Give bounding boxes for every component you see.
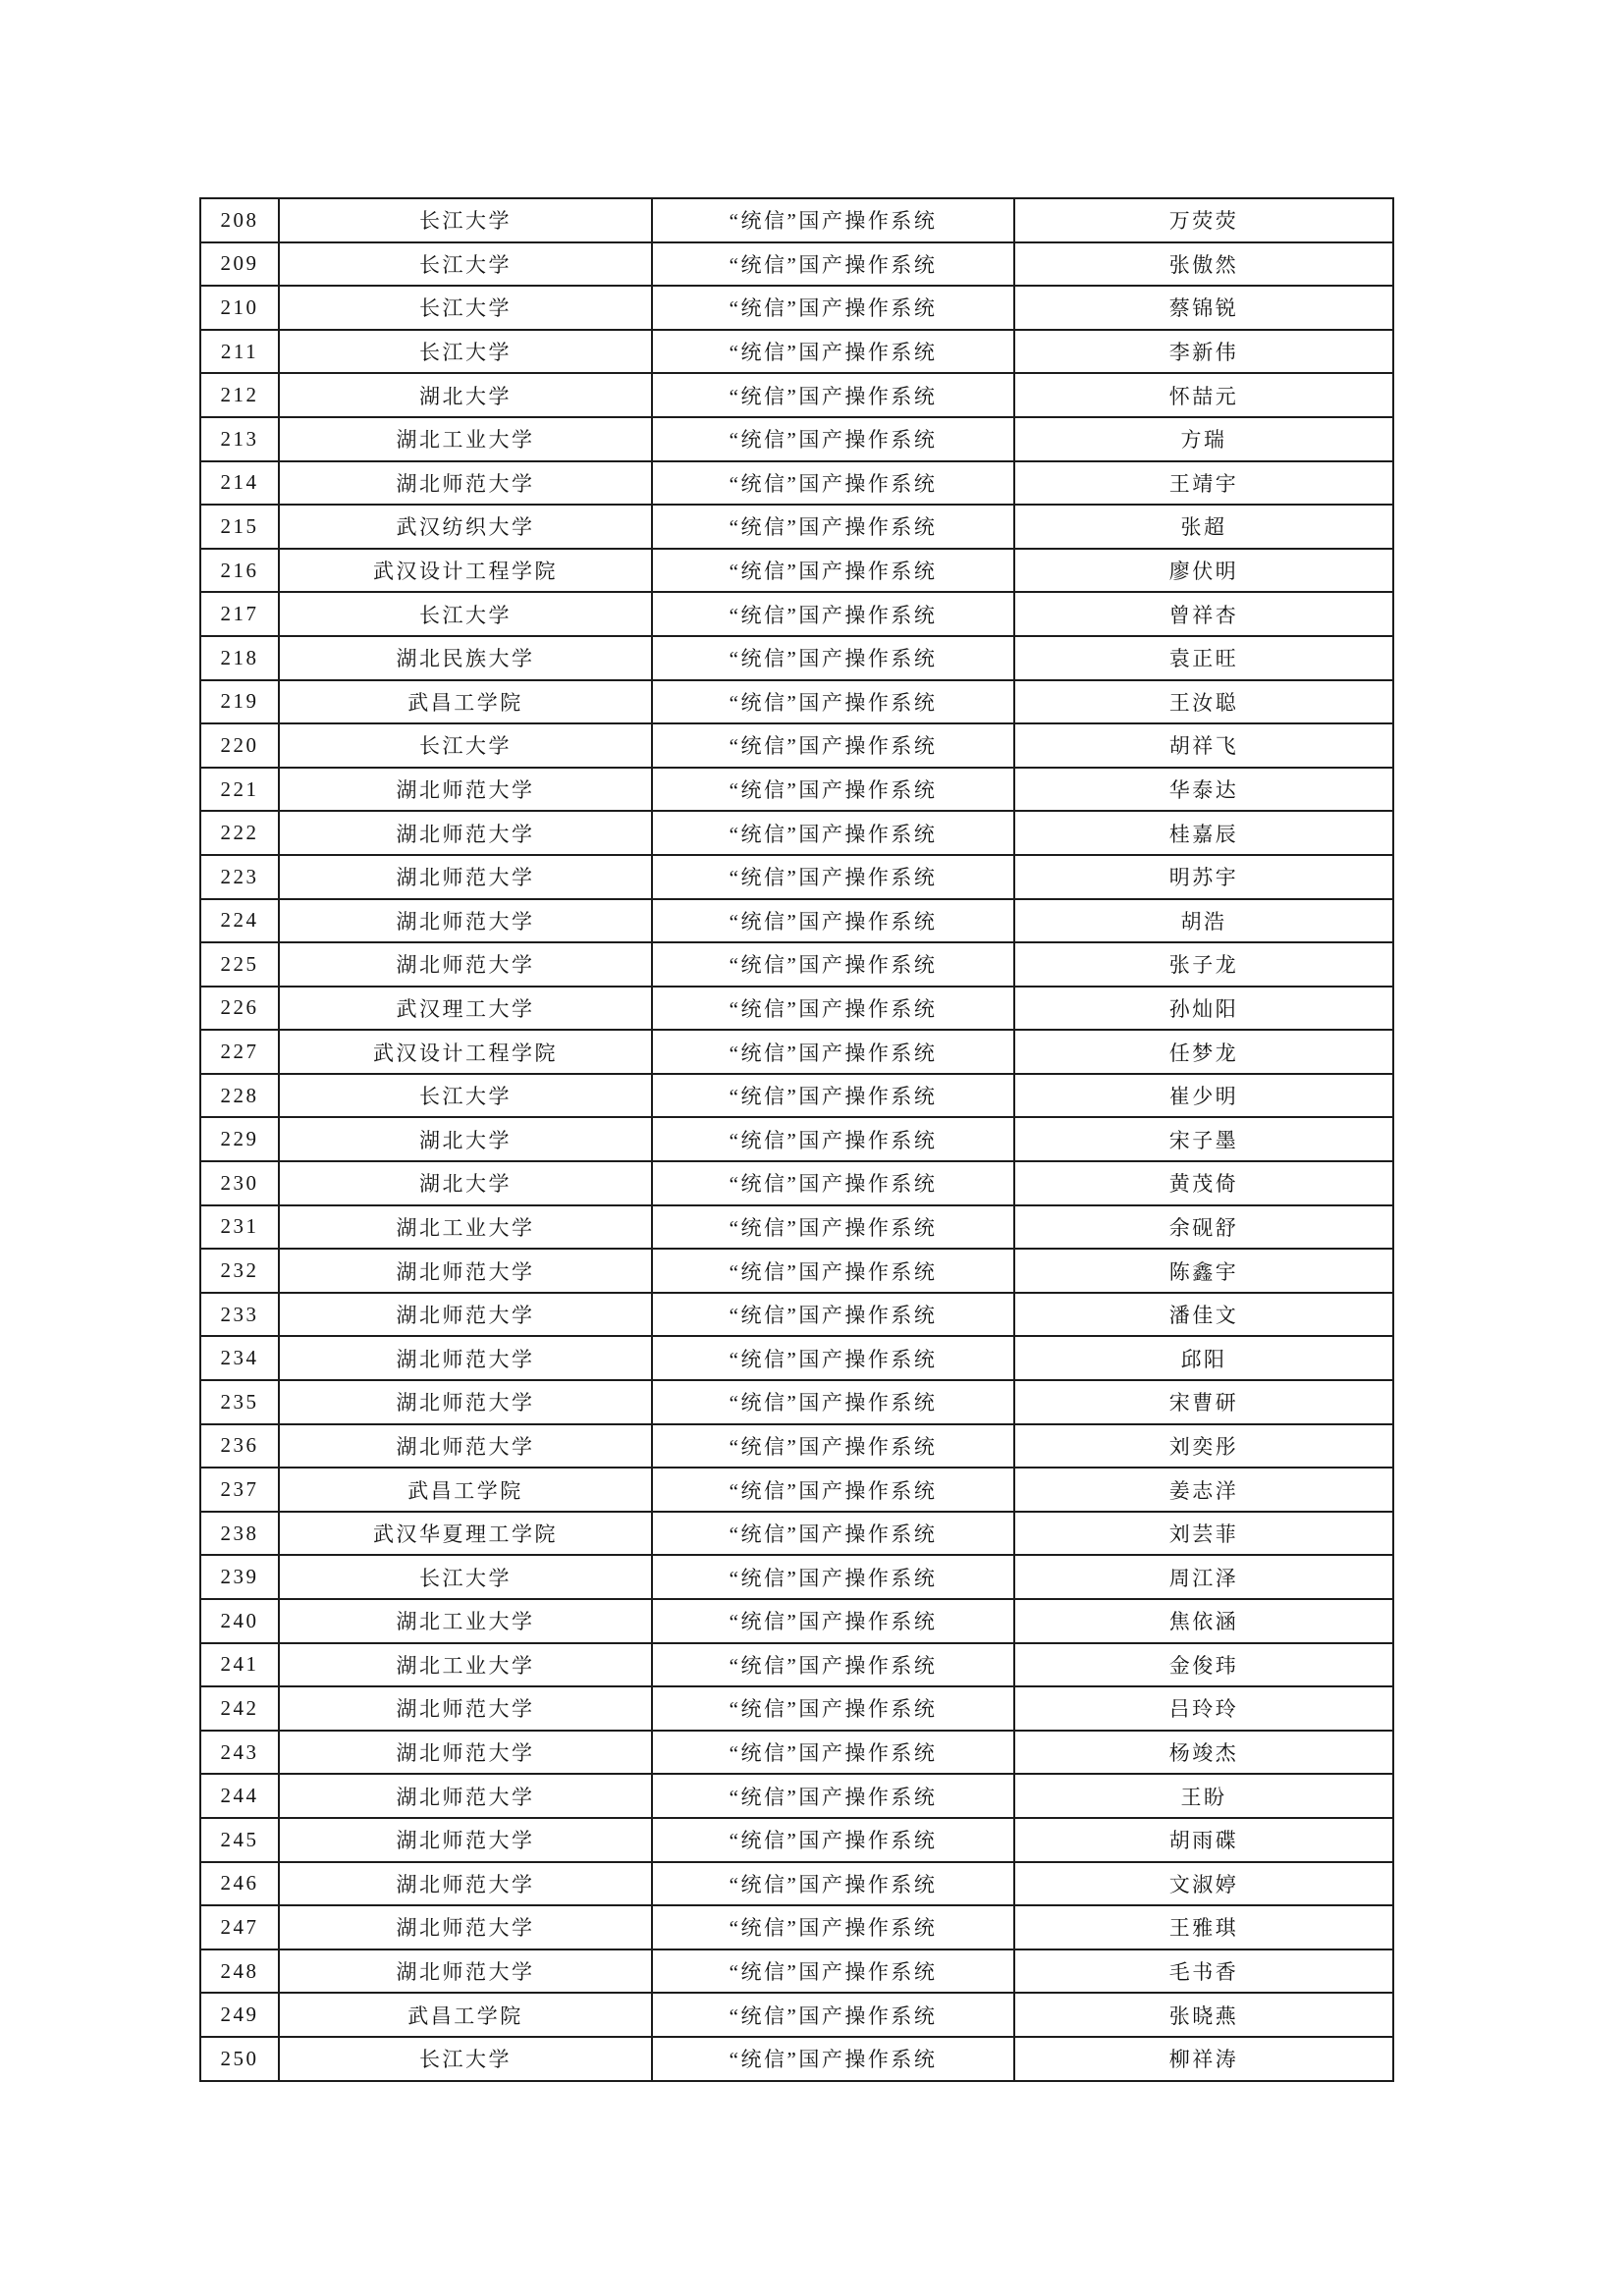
cell-row-number: 228 bbox=[200, 1074, 279, 1118]
cell-row-number: 241 bbox=[200, 1643, 279, 1687]
cell-university: 武昌工学院 bbox=[279, 1468, 652, 1512]
cell-university: 湖北师范大学 bbox=[279, 1949, 652, 1994]
cell-course: “统信”国产操作系统 bbox=[652, 987, 1014, 1031]
table-row bbox=[200, 330, 1393, 374]
cell-course: “统信”国产操作系统 bbox=[652, 855, 1014, 899]
cell-person-name: 崔少明 bbox=[1014, 1074, 1393, 1118]
cell-course: “统信”国产操作系统 bbox=[652, 2037, 1014, 2081]
cell-course: “统信”国产操作系统 bbox=[652, 417, 1014, 461]
cell-university: 湖北师范大学 bbox=[279, 1336, 652, 1380]
cell-person-name: 周江泽 bbox=[1014, 1555, 1393, 1599]
cell-course: “统信”国产操作系统 bbox=[652, 1862, 1014, 1906]
table-row bbox=[200, 2037, 1393, 2081]
cell-row-number: 211 bbox=[200, 330, 279, 374]
cell-university: 湖北师范大学 bbox=[279, 1731, 652, 1775]
table-row bbox=[200, 1731, 1393, 1775]
cell-university: 武汉设计工程学院 bbox=[279, 1030, 652, 1074]
cell-university: 武昌工学院 bbox=[279, 1993, 652, 2037]
table-row bbox=[200, 1555, 1393, 1599]
cell-person-name: 毛书香 bbox=[1014, 1949, 1393, 1994]
cell-university: 长江大学 bbox=[279, 723, 652, 768]
table-row bbox=[200, 1293, 1393, 1337]
cell-course: “统信”国产操作系统 bbox=[652, 1336, 1014, 1380]
cell-row-number: 214 bbox=[200, 461, 279, 506]
cell-course: “统信”国产操作系统 bbox=[652, 1380, 1014, 1424]
cell-row-number: 212 bbox=[200, 373, 279, 417]
cell-person-name: 任梦龙 bbox=[1014, 1030, 1393, 1074]
cell-course: “统信”国产操作系统 bbox=[652, 549, 1014, 593]
table-row bbox=[200, 1336, 1393, 1380]
cell-row-number: 237 bbox=[200, 1468, 279, 1512]
cell-person-name: 蔡锦锐 bbox=[1014, 286, 1393, 330]
cell-person-name: 焦依涵 bbox=[1014, 1599, 1393, 1643]
cell-person-name: 张傲然 bbox=[1014, 242, 1393, 287]
cell-course: “统信”国产操作系统 bbox=[652, 1599, 1014, 1643]
cell-person-name: 张晓燕 bbox=[1014, 1993, 1393, 2037]
table-row bbox=[200, 373, 1393, 417]
table-row bbox=[200, 1074, 1393, 1118]
cell-row-number: 236 bbox=[200, 1424, 279, 1468]
cell-row-number: 215 bbox=[200, 505, 279, 549]
cell-course: “统信”国产操作系统 bbox=[652, 198, 1014, 242]
cell-row-number: 209 bbox=[200, 242, 279, 287]
cell-row-number: 226 bbox=[200, 987, 279, 1031]
cell-course: “统信”国产操作系统 bbox=[652, 1731, 1014, 1775]
cell-row-number: 219 bbox=[200, 680, 279, 724]
cell-person-name: 华泰达 bbox=[1014, 768, 1393, 812]
cell-row-number: 229 bbox=[200, 1117, 279, 1161]
cell-person-name: 张子龙 bbox=[1014, 942, 1393, 987]
cell-university: 湖北师范大学 bbox=[279, 1380, 652, 1424]
cell-row-number: 221 bbox=[200, 768, 279, 812]
cell-row-number: 249 bbox=[200, 1993, 279, 2037]
cell-row-number: 238 bbox=[200, 1512, 279, 1556]
table-row bbox=[200, 1862, 1393, 1906]
cell-row-number: 230 bbox=[200, 1161, 279, 1205]
cell-person-name: 宋曹研 bbox=[1014, 1380, 1393, 1424]
cell-course: “统信”国产操作系统 bbox=[652, 1905, 1014, 1949]
table-row bbox=[200, 811, 1393, 855]
table-row bbox=[200, 198, 1393, 242]
cell-university: 湖北师范大学 bbox=[279, 1862, 652, 1906]
table-row bbox=[200, 1117, 1393, 1161]
table-row bbox=[200, 855, 1393, 899]
cell-person-name: 桂嘉辰 bbox=[1014, 811, 1393, 855]
table-row bbox=[200, 1512, 1393, 1556]
cell-university: 武汉设计工程学院 bbox=[279, 549, 652, 593]
table-row bbox=[200, 592, 1393, 636]
table-row bbox=[200, 987, 1393, 1031]
table-row bbox=[200, 1599, 1393, 1643]
cell-university: 湖北民族大学 bbox=[279, 636, 652, 680]
table-row bbox=[200, 1949, 1393, 1994]
cell-university: 湖北师范大学 bbox=[279, 1424, 652, 1468]
cell-university: 湖北师范大学 bbox=[279, 768, 652, 812]
cell-course: “统信”国产操作系统 bbox=[652, 899, 1014, 943]
cell-row-number: 224 bbox=[200, 899, 279, 943]
cell-university: 湖北师范大学 bbox=[279, 461, 652, 506]
table-row bbox=[200, 636, 1393, 680]
cell-university: 湖北师范大学 bbox=[279, 811, 652, 855]
table-row bbox=[200, 242, 1393, 287]
cell-person-name: 刘奕彤 bbox=[1014, 1424, 1393, 1468]
table-row bbox=[200, 1468, 1393, 1512]
table-row bbox=[200, 505, 1393, 549]
cell-person-name: 胡浩 bbox=[1014, 899, 1393, 943]
cell-university: 湖北大学 bbox=[279, 1161, 652, 1205]
cell-course: “统信”国产操作系统 bbox=[652, 1468, 1014, 1512]
cell-course: “统信”国产操作系统 bbox=[652, 286, 1014, 330]
table-row bbox=[200, 549, 1393, 593]
cell-row-number: 231 bbox=[200, 1205, 279, 1250]
cell-university: 湖北工业大学 bbox=[279, 1643, 652, 1687]
cell-row-number: 232 bbox=[200, 1249, 279, 1293]
cell-university: 湖北师范大学 bbox=[279, 1293, 652, 1337]
cell-person-name: 王靖宇 bbox=[1014, 461, 1393, 506]
cell-person-name: 王雅琪 bbox=[1014, 1905, 1393, 1949]
cell-course: “统信”国产操作系统 bbox=[652, 680, 1014, 724]
cell-person-name: 明苏宇 bbox=[1014, 855, 1393, 899]
cell-row-number: 217 bbox=[200, 592, 279, 636]
table-row bbox=[200, 723, 1393, 768]
cell-person-name: 胡祥飞 bbox=[1014, 723, 1393, 768]
cell-row-number: 220 bbox=[200, 723, 279, 768]
cell-person-name: 杨竣杰 bbox=[1014, 1731, 1393, 1775]
cell-course: “统信”国产操作系统 bbox=[652, 723, 1014, 768]
cell-university: 湖北师范大学 bbox=[279, 942, 652, 987]
cell-person-name: 廖伏明 bbox=[1014, 549, 1393, 593]
cell-person-name: 刘芸菲 bbox=[1014, 1512, 1393, 1556]
cell-row-number: 234 bbox=[200, 1336, 279, 1380]
cell-university: 武汉理工大学 bbox=[279, 987, 652, 1031]
cell-person-name: 方瑞 bbox=[1014, 417, 1393, 461]
cell-course: “统信”国产操作系统 bbox=[652, 1161, 1014, 1205]
cell-university: 长江大学 bbox=[279, 198, 652, 242]
cell-course: “统信”国产操作系统 bbox=[652, 461, 1014, 506]
table-row bbox=[200, 1774, 1393, 1818]
cell-university: 湖北大学 bbox=[279, 373, 652, 417]
cell-person-name: 曾祥杏 bbox=[1014, 592, 1393, 636]
cell-row-number: 235 bbox=[200, 1380, 279, 1424]
cell-row-number: 210 bbox=[200, 286, 279, 330]
cell-person-name: 吕玲玲 bbox=[1014, 1686, 1393, 1731]
cell-university: 长江大学 bbox=[279, 1555, 652, 1599]
cell-university: 长江大学 bbox=[279, 1074, 652, 1118]
table-row bbox=[200, 1993, 1393, 2037]
cell-course: “统信”国产操作系统 bbox=[652, 1818, 1014, 1862]
cell-person-name: 余砚舒 bbox=[1014, 1205, 1393, 1250]
cell-row-number: 246 bbox=[200, 1862, 279, 1906]
cell-university: 长江大学 bbox=[279, 330, 652, 374]
cell-course: “统信”国产操作系统 bbox=[652, 1074, 1014, 1118]
cell-course: “统信”国产操作系统 bbox=[652, 330, 1014, 374]
table-row bbox=[200, 1030, 1393, 1074]
cell-person-name: 王盼 bbox=[1014, 1774, 1393, 1818]
cell-row-number: 227 bbox=[200, 1030, 279, 1074]
cell-row-number: 223 bbox=[200, 855, 279, 899]
cell-course: “统信”国产操作系统 bbox=[652, 1293, 1014, 1337]
table-row bbox=[200, 1161, 1393, 1205]
cell-course: “统信”国产操作系统 bbox=[652, 768, 1014, 812]
cell-person-name: 张超 bbox=[1014, 505, 1393, 549]
cell-course: “统信”国产操作系统 bbox=[652, 1512, 1014, 1556]
cell-row-number: 244 bbox=[200, 1774, 279, 1818]
cell-row-number: 213 bbox=[200, 417, 279, 461]
cell-person-name: 王汝聪 bbox=[1014, 680, 1393, 724]
cell-person-name: 黄茂倚 bbox=[1014, 1161, 1393, 1205]
table-row bbox=[200, 899, 1393, 943]
table-row bbox=[200, 768, 1393, 812]
cell-person-name: 姜志洋 bbox=[1014, 1468, 1393, 1512]
cell-row-number: 247 bbox=[200, 1905, 279, 1949]
cell-course: “统信”国产操作系统 bbox=[652, 1424, 1014, 1468]
cell-row-number: 250 bbox=[200, 2037, 279, 2081]
cell-person-name: 陈鑫宇 bbox=[1014, 1249, 1393, 1293]
cell-course: “统信”国产操作系统 bbox=[652, 1205, 1014, 1250]
cell-university: 长江大学 bbox=[279, 592, 652, 636]
cell-row-number: 243 bbox=[200, 1731, 279, 1775]
cell-course: “统信”国产操作系统 bbox=[652, 1117, 1014, 1161]
cell-university: 湖北师范大学 bbox=[279, 1249, 652, 1293]
cell-row-number: 242 bbox=[200, 1686, 279, 1731]
table-row bbox=[200, 286, 1393, 330]
table-row bbox=[200, 1424, 1393, 1468]
table-row bbox=[200, 1905, 1393, 1949]
cell-course: “统信”国产操作系统 bbox=[652, 592, 1014, 636]
cell-course: “统信”国产操作系统 bbox=[652, 1030, 1014, 1074]
cell-course: “统信”国产操作系统 bbox=[652, 505, 1014, 549]
cell-course: “统信”国产操作系统 bbox=[652, 942, 1014, 987]
cell-university: 湖北师范大学 bbox=[279, 855, 652, 899]
cell-course: “统信”国产操作系统 bbox=[652, 636, 1014, 680]
cell-row-number: 245 bbox=[200, 1818, 279, 1862]
cell-row-number: 233 bbox=[200, 1293, 279, 1337]
cell-university: 湖北师范大学 bbox=[279, 1818, 652, 1862]
table-row bbox=[200, 1249, 1393, 1293]
cell-course: “统信”国产操作系统 bbox=[652, 1686, 1014, 1731]
cell-university: 长江大学 bbox=[279, 286, 652, 330]
table-row bbox=[200, 461, 1393, 506]
cell-row-number: 225 bbox=[200, 942, 279, 987]
cell-row-number: 240 bbox=[200, 1599, 279, 1643]
cell-person-name: 柳祥涛 bbox=[1014, 2037, 1393, 2081]
cell-course: “统信”国产操作系统 bbox=[652, 1993, 1014, 2037]
cell-university: 湖北师范大学 bbox=[279, 1774, 652, 1818]
cell-row-number: 208 bbox=[200, 198, 279, 242]
cell-person-name: 袁正旺 bbox=[1014, 636, 1393, 680]
table-body bbox=[200, 198, 1393, 2081]
cell-person-name: 胡雨碟 bbox=[1014, 1818, 1393, 1862]
table-row bbox=[200, 942, 1393, 987]
cell-university: 武汉纺织大学 bbox=[279, 505, 652, 549]
cell-row-number: 248 bbox=[200, 1949, 279, 1994]
cell-university: 长江大学 bbox=[279, 2037, 652, 2081]
cell-course: “统信”国产操作系统 bbox=[652, 1643, 1014, 1687]
cell-person-name: 邱阳 bbox=[1014, 1336, 1393, 1380]
cell-person-name: 万荧荧 bbox=[1014, 198, 1393, 242]
cell-university: 湖北工业大学 bbox=[279, 1599, 652, 1643]
cell-row-number: 239 bbox=[200, 1555, 279, 1599]
cell-person-name: 金俊玮 bbox=[1014, 1643, 1393, 1687]
participants-table bbox=[199, 197, 1394, 2082]
cell-university: 湖北工业大学 bbox=[279, 417, 652, 461]
cell-person-name: 文淑婷 bbox=[1014, 1862, 1393, 1906]
cell-person-name: 怀喆元 bbox=[1014, 373, 1393, 417]
cell-row-number: 216 bbox=[200, 549, 279, 593]
cell-university: 长江大学 bbox=[279, 242, 652, 287]
cell-person-name: 宋子墨 bbox=[1014, 1117, 1393, 1161]
cell-row-number: 222 bbox=[200, 811, 279, 855]
table-row bbox=[200, 1686, 1393, 1731]
cell-university: 湖北师范大学 bbox=[279, 1686, 652, 1731]
cell-university: 武汉华夏理工学院 bbox=[279, 1512, 652, 1556]
cell-course: “统信”国产操作系统 bbox=[652, 811, 1014, 855]
cell-person-name: 李新伟 bbox=[1014, 330, 1393, 374]
table-row bbox=[200, 1643, 1393, 1687]
cell-course: “统信”国产操作系统 bbox=[652, 1949, 1014, 1994]
table-row bbox=[200, 1380, 1393, 1424]
cell-course: “统信”国产操作系统 bbox=[652, 1249, 1014, 1293]
table-row bbox=[200, 680, 1393, 724]
cell-university: 湖北大学 bbox=[279, 1117, 652, 1161]
cell-university: 湖北工业大学 bbox=[279, 1205, 652, 1250]
cell-person-name: 孙灿阳 bbox=[1014, 987, 1393, 1031]
cell-row-number: 218 bbox=[200, 636, 279, 680]
cell-university: 武昌工学院 bbox=[279, 680, 652, 724]
table-row bbox=[200, 1205, 1393, 1250]
cell-course: “统信”国产操作系统 bbox=[652, 1774, 1014, 1818]
cell-course: “统信”国产操作系统 bbox=[652, 1555, 1014, 1599]
cell-person-name: 潘佳文 bbox=[1014, 1293, 1393, 1337]
table-row bbox=[200, 417, 1393, 461]
table-row bbox=[200, 1818, 1393, 1862]
cell-course: “统信”国产操作系统 bbox=[652, 373, 1014, 417]
cell-university: 湖北师范大学 bbox=[279, 1905, 652, 1949]
cell-university: 湖北师范大学 bbox=[279, 899, 652, 943]
cell-course: “统信”国产操作系统 bbox=[652, 242, 1014, 287]
